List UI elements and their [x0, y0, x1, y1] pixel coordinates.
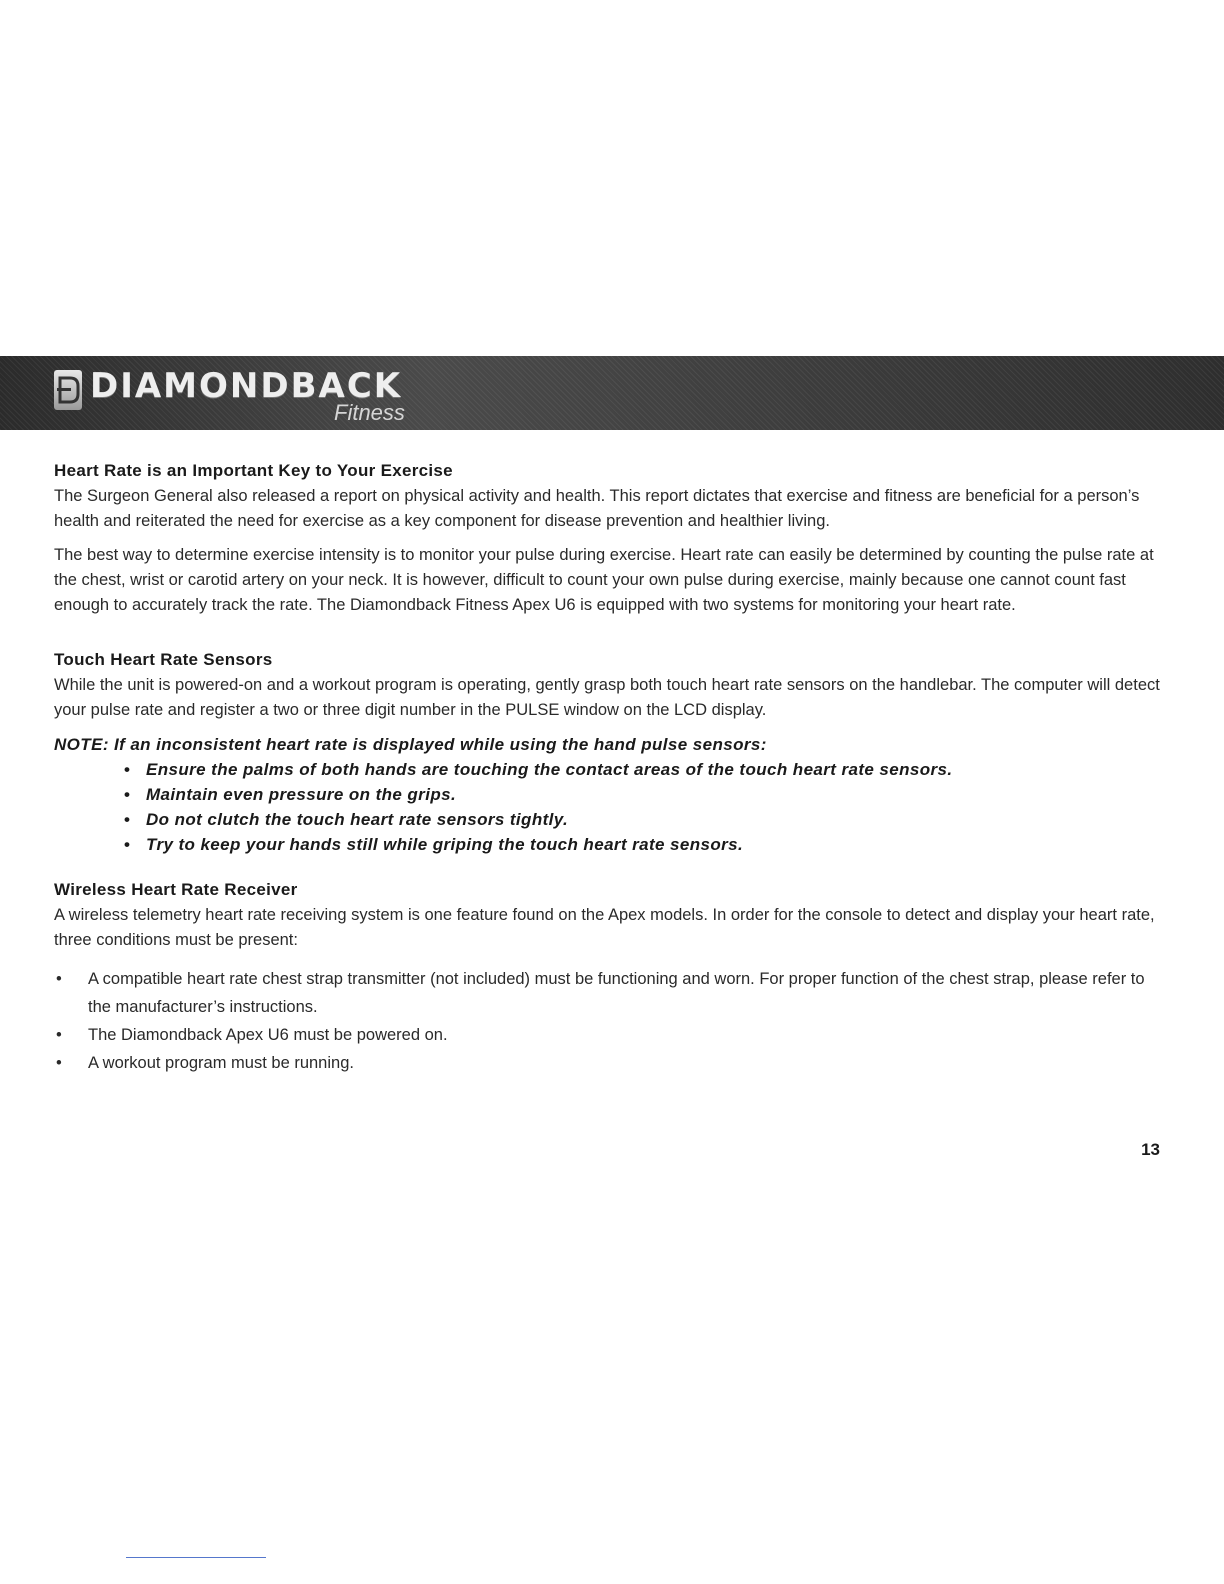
touch-sensors-heading: Touch Heart Rate Sensors: [54, 650, 273, 669]
header-banner: [0, 356, 1224, 430]
diamondback-logo-icon: [54, 370, 82, 410]
note-text: NOTE: If an inconsistent heart rate is displayed while using the hand pulse sensors:: [54, 735, 767, 754]
conditions-list: [54, 965, 1164, 1077]
heart-rate-heading: Heart Rate is an Important Key to Your Exercise: [54, 461, 453, 480]
brand-subtitle: Fitness: [334, 400, 405, 425]
heart-rate-paragraph-1: The Surgeon General also released a report on physical activity and health. This report dictates that exercise and fitness are beneficial for a person’s health and reiterated the need for exercise as a key component for disease prevention and healthier living.: [54, 487, 1140, 530]
page-number: 13: [1141, 1140, 1160, 1159]
list-item: • The Diamondback Apex U6 must be powered on.: [54, 1021, 1164, 1049]
wireless-heading: Wireless Heart Rate Receiver: [54, 880, 298, 899]
note-item: • Maintain even pressure on the grips.: [124, 782, 1164, 807]
list-item: • A workout program must be running.: [54, 1049, 1164, 1077]
brand-name: DIAMONDBACK: [90, 366, 403, 406]
touch-sensors-paragraph: While the unit is powered-on and a workout program is operating, gently grasp both touch heart rate sensors on the handlebar. The computer will detect your pulse rate and register a two or three digit number in the PULSE window on the LCD display.: [54, 676, 1160, 719]
list-item: • A compatible heart rate chest strap transmitter (not included) must be functioning and worn. For proper function of the chest strap, please refer to the manufacturer’s instructions.: [54, 965, 1164, 1021]
wireless-paragraph: A wireless telemetry heart rate receiving system is one feature found on the Apex models. In order for the console to detect and display your heart rate, three conditions must be present:: [54, 906, 1155, 949]
note-item: • Do not clutch the touch heart rate sensors tightly.: [124, 807, 1164, 832]
note-item: • Ensure the palms of both hands are touching the contact areas of the touch heart rate sensors.: [124, 757, 1164, 782]
footer-rule: [126, 1557, 266, 1558]
page-content: [54, 458, 1164, 1077]
note-list: [54, 757, 1164, 857]
note-item: • Try to keep your hands still while griping the touch heart rate sensors.: [124, 832, 1164, 857]
heart-rate-paragraph-2: The best way to determine exercise intensity is to monitor your pulse during exercise. Heart rate can easily be determined by counting the pulse rate at the chest, wrist or carotid artery on your neck. It is however, difficult to count your own pulse during exercise, mainly because one cannot count fast enough to accurately track the rate. The Diamondback Fitness Apex U6 is equipped with two systems for monitoring your heart rate.: [54, 546, 1154, 614]
